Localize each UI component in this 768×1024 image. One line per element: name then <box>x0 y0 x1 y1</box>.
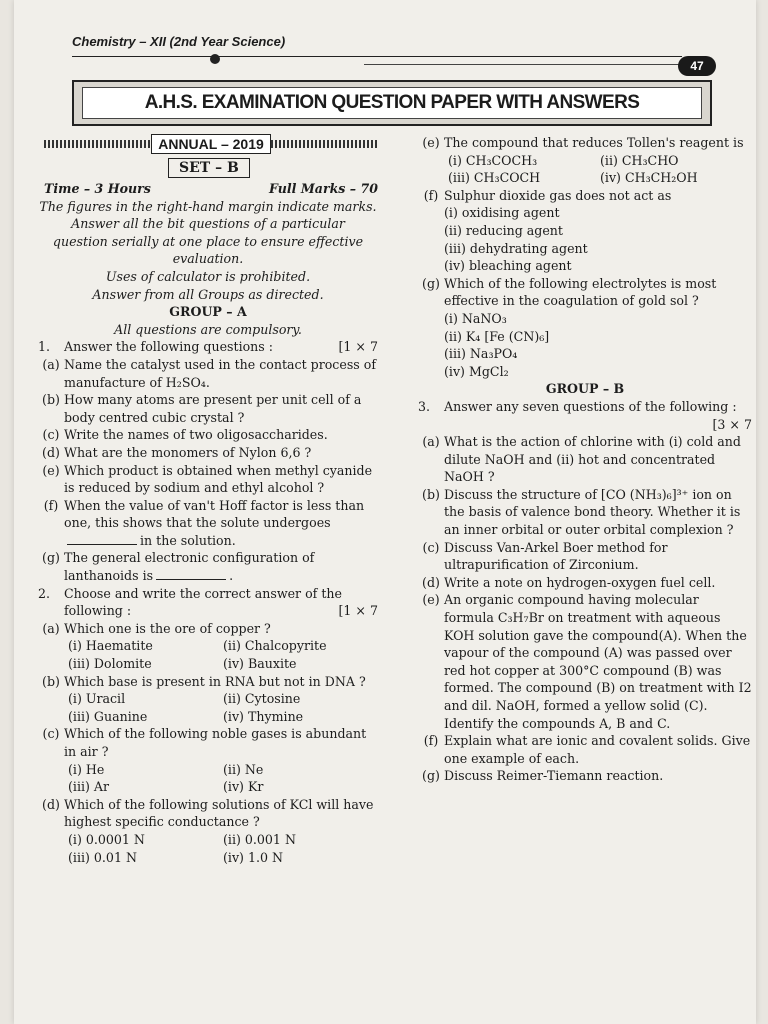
sub-label: (f) <box>423 187 439 203</box>
option: (ii) Chalcopyrite <box>223 638 327 654</box>
option: (ii) CH₃CHO <box>600 152 679 168</box>
sub-question <box>38 549 378 584</box>
option: (ii) Cytosine <box>223 691 301 707</box>
sub-text: The compound that reduces Tollen's reagent is <box>444 135 744 150</box>
sub-text: What is the action of chlorine with (i) cold and dilute NaOH and (ii) hot and concentrated NaOH ? <box>444 434 741 485</box>
question-number: 3. <box>418 398 431 414</box>
question-2 <box>38 585 378 620</box>
sub-text: Discuss Van-Arkel Boer method for ultrapurification of Zirconium. <box>444 539 668 573</box>
sub-text-part: in the solution. <box>140 532 236 548</box>
instruction: The figures in the right-hand margin indicate marks. <box>39 198 377 214</box>
sub-label: (c) <box>42 427 60 443</box>
sub-text: Discuss Reimer-Tiemann reaction. <box>444 768 664 784</box>
sub-text: Write a note on hydrogen-oxygen fuel cell. <box>444 574 716 590</box>
full-marks-label: Full Marks – 70 <box>269 181 378 196</box>
sub-label: (f) <box>423 733 439 749</box>
sub-label: (f) <box>43 497 59 513</box>
question-number: 1. <box>38 339 51 355</box>
header-rule-2 <box>364 64 682 65</box>
question-marks: [3 × 7 <box>712 416 752 432</box>
sub-text <box>64 497 378 550</box>
sub-text: Which product is obtained when methyl cyanide is reduced by sodium and ethyl alcohol ? <box>64 462 373 496</box>
sub-label: (e) <box>422 135 440 150</box>
sub-question <box>38 444 378 462</box>
answer-blank <box>67 544 137 545</box>
sub-question <box>418 275 752 310</box>
sub-label: (g) <box>42 550 60 566</box>
option: (iv) bleaching agent <box>444 258 572 274</box>
option: (iii) Guanine <box>68 708 148 724</box>
sub-label: (e) <box>42 462 60 478</box>
instruction: Uses of calculator is prohibited. <box>105 268 311 284</box>
sub-label: (c) <box>42 726 60 742</box>
sub-question <box>38 620 378 638</box>
option: (iii) Dolomite <box>68 656 152 672</box>
left-column <box>38 134 378 866</box>
option-grid <box>418 152 752 187</box>
sub-question <box>418 539 752 574</box>
sub-text: Which base is present in RNA but not in DNA ? <box>64 673 366 689</box>
question-text <box>64 585 378 620</box>
subject-header: Chemistry – XII (2nd Year Science) <box>72 34 286 49</box>
answer-blank <box>156 579 226 580</box>
sub-label: (g) <box>422 275 440 291</box>
option: (ii) reducing agent <box>444 222 563 238</box>
option: (iii) Ar <box>68 779 110 795</box>
option: (ii) K₄ [Fe (CN)₆] <box>444 328 550 344</box>
sub-question <box>418 433 752 486</box>
sub-question <box>418 591 752 732</box>
question-2-text: Choose and write the correct answer of the following : <box>64 585 342 619</box>
sub-question <box>418 486 752 539</box>
group-a-note: All questions are compulsory. <box>114 321 302 337</box>
group-b-title: GROUP – B <box>545 381 625 397</box>
option: (i) 0.0001 N <box>68 831 145 847</box>
option: (iii) CH₃COCH <box>448 170 541 186</box>
option: (iv) MgCl₂ <box>444 363 509 379</box>
sub-question <box>38 356 378 391</box>
sub-text: Which of the following solutions of KCl will have highest specific conductance ? <box>64 796 374 830</box>
option-grid <box>38 831 378 866</box>
sub-label: (d) <box>42 796 60 812</box>
option: (iv) Bauxite <box>223 656 297 672</box>
question-number: 2. <box>38 585 51 601</box>
option: (i) Uracil <box>68 691 126 707</box>
question-marks: [1 × 7 <box>338 603 378 619</box>
sub-label: (d) <box>422 574 440 590</box>
sub-text: An organic compound having molecular formula C₃H₇Br on treatment with aqueous KOH solution gave the compound(A). When the vapour of the compound (A) was passed over red hot copper at 300°C compound (B) was formed. The compound (B) on treatment with I2 and dil. NaOH, formed a yellow solid (C). Identify the compounds A, B and C. <box>444 592 752 731</box>
sub-question <box>38 391 378 426</box>
sub-label: (d) <box>42 444 60 460</box>
option: (i) Haematite <box>68 638 153 654</box>
hatch-right <box>271 140 378 148</box>
group-a-title: GROUP – A <box>169 304 247 320</box>
sub-question <box>38 462 378 497</box>
option: (iv) Kr <box>223 779 264 795</box>
time-marks-line <box>44 180 378 198</box>
right-column <box>418 134 752 785</box>
annual-heading <box>44 134 378 154</box>
sub-label: (a) <box>422 434 440 450</box>
option: (iv) 1.0 N <box>223 849 284 865</box>
sub-label: (g) <box>422 768 440 784</box>
option: (iv) CH₃CH₂OH <box>600 170 698 186</box>
option: (i) oxidising agent <box>444 205 560 221</box>
question-3 <box>418 398 752 416</box>
header-rule <box>72 56 682 57</box>
sub-question <box>418 767 752 785</box>
sub-label: (b) <box>42 673 60 689</box>
sub-question <box>418 187 752 205</box>
instruction: Answer from all Groups as directed. <box>92 286 324 302</box>
sub-question <box>38 497 378 550</box>
sub-label: (b) <box>42 392 60 408</box>
question-1 <box>38 338 378 356</box>
sub-label: (c) <box>422 539 440 555</box>
page-number: 47 <box>678 56 716 76</box>
title-banner <box>72 80 712 126</box>
sub-question <box>418 732 752 767</box>
time-label: Time – 3 Hours <box>44 181 151 196</box>
sub-question <box>418 574 752 592</box>
sub-question <box>38 673 378 691</box>
sub-text: Discuss the structure of [CO (NH₃)₆]³⁺ ion on the basis of valence bond theory. Whether it is an inner orbital or outer orbital complexion ? <box>444 486 741 538</box>
option: (i) CH₃COCH₃ <box>448 152 538 168</box>
sub-text: How many atoms are present per unit cell of a body centred cubic crystal ? <box>64 392 362 425</box>
question-3-text: Answer any seven questions of the following : <box>444 398 737 414</box>
option: (ii) Ne <box>223 761 264 777</box>
sub-text-part: . <box>229 568 234 584</box>
question-marks: [1 × 7 <box>338 339 378 355</box>
sub-question <box>38 725 378 760</box>
sub-label: (b) <box>422 486 440 502</box>
hatch-left <box>44 140 151 148</box>
annual-label: ANNUAL – 2019 <box>151 134 271 154</box>
sub-text: Which one is the ore of copper ? <box>64 620 271 636</box>
option: (iii) dehydrating agent <box>444 240 588 256</box>
sub-text-part: When the value of van't Hoff factor is less than one, this shows that the solute undergoes <box>64 497 365 531</box>
option: (iv) Thymine <box>223 708 304 724</box>
instruction: Answer all the bit questions of a particular question serially at one place to ensure effective evaluation. <box>52 216 364 267</box>
set-label: SET – B <box>168 158 250 178</box>
sub-text: Sulphur dioxide gas does not act as <box>444 187 672 203</box>
question-1-text: Answer the following questions : <box>64 339 273 355</box>
header-ornament <box>210 54 220 64</box>
sub-label: (a) <box>42 620 60 636</box>
sub-label: (e) <box>422 592 440 608</box>
sub-text: Write the names of two oligosaccharides. <box>64 427 328 443</box>
option: (i) He <box>68 761 105 777</box>
sub-text: Name the catalyst used in the contact process of manufacture of H₂SO₄. <box>64 356 376 390</box>
banner-title: A.H.S. EXAMINATION QUESTION PAPER WITH ANSWERS <box>82 87 702 119</box>
sub-text: Which of the following noble gases is abundant in air ? <box>64 726 367 759</box>
option-grid <box>38 637 378 672</box>
sub-text: What are the monomers of Nylon 6,6 ? <box>64 444 312 460</box>
option-grid <box>38 761 378 796</box>
sub-question <box>418 134 752 152</box>
option: (iii) 0.01 N <box>68 849 137 865</box>
option: (i) NaNO₃ <box>444 310 507 326</box>
option: (iii) Na₃PO₄ <box>444 346 518 362</box>
option: (ii) 0.001 N <box>223 831 296 847</box>
sub-text: Explain what are ionic and covalent solids. Give one example of each. <box>444 733 751 766</box>
sub-text <box>64 549 378 584</box>
sub-text-part: The general electronic configuration of lanthanoids is <box>64 550 315 584</box>
sub-label: (a) <box>42 356 60 372</box>
option-grid <box>38 690 378 725</box>
sub-question <box>38 796 378 831</box>
sub-question <box>38 426 378 444</box>
question-text <box>64 338 378 356</box>
sub-text: Which of the following electrolytes is most effective in the coagulation of gold sol ? <box>444 275 717 309</box>
